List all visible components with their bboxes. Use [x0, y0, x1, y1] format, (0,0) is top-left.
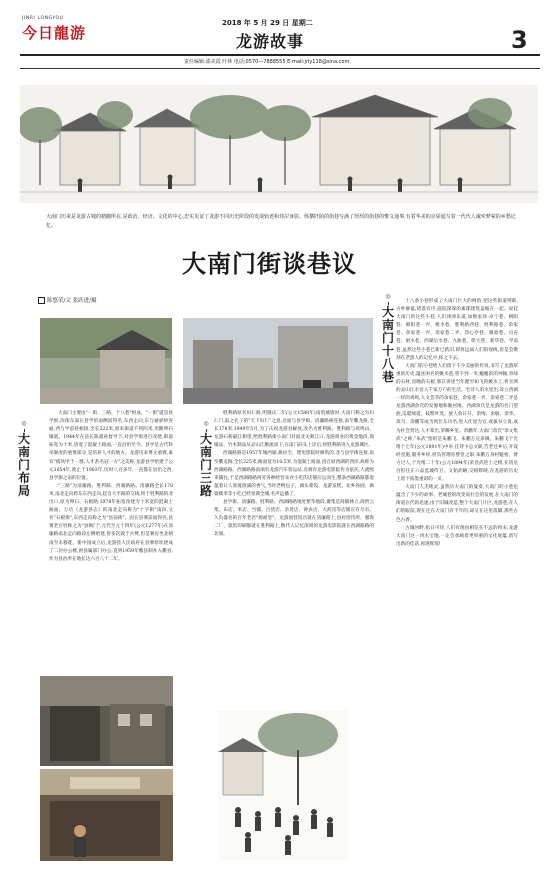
body-paragraph: 大南门的小巷给人们留下不少美丽的传说,书写了龙游厚重的历史,蕴连闲名的姚水巷,曾不到一米,蜒蜒的的钟输,青绿的石材,显晚的石板,那在讲述当年健步如飞的姚水工,将甘洌的灵山江水送入千家万户的生活。宅诗人的水里出,耸立西湖一样的鸡鸣,人文荟萃的余家巷、余家巷一弄、余家巷二弄是龙游西湖余氏的发源地和聚居地。西湖余氏是龙游的名门望族,瓜瓞绵延、枝繁叶茂。族人余日升、余恂、余敏、余华、余习、余鹏等成为致仕东功名,进入仕途为官,或兼书立说,成为杜会贤达,人才辈出,荣耀乡里。余鹏年,大南门余氏"余文集武"之称,"朱武"指的是朱鹏飞、朱鹏万兄弟俩。朱鹏飞于光绪十七年(公元1891年)中举,任拜卞总文职,告老还乡后,开设经堂施,服务乡梓,担负管理育婴堂之职,朱鹏万身材魁梧、臂力过人,于光绪二十年(公元1894年)荣登武进士之榜,在清皇宫担任正六品监城侍卫。文韬武略,交相辉映,在龙游的历史上留下浓墨重彩的一页。: [396, 363, 518, 483]
byline-text: 陈悠荣/文 张跃进/摄: [47, 298, 97, 304]
section-title-char: 巷: [382, 370, 395, 384]
section-title-char: 八: [382, 357, 395, 371]
section-title-char: 门: [200, 458, 213, 472]
section-title-char: 布: [18, 471, 31, 485]
editor-credits: 责任编辑:邵美霞 叶林 电话:0570—7888555 E-mail:jrly118@sina.com: [184, 59, 350, 65]
photo-street-traffic: [183, 318, 373, 404]
issue-date: 2018 年 5 月 29 日 星期二: [222, 19, 313, 27]
body-paragraph: 县学街、清廉路、胜利路、西湖路路地处繁华地段,聚集是商铺林立,商贾云集。布店、米店、当铺、百货店、杂货店、钟表店、大药房等店铺应有尽有。久负盛名的百年老店"源福堂"、龙游国营饭店就在清廉路上,县府招待所、服饰二厂、旅馆印刷都就在胜利路上,数代人记忆深刻的龙游电影院就在西湖路路的北端。: [214, 500, 374, 538]
section-title-char: 大: [200, 432, 213, 446]
body-paragraph: 胜利路原名妇仁路,明隆庆二年(公元1588年)南筑城墙时,大南门称之为妇仁门,取之孔子的"天下妇仁"之意,北面与县学街、清廉路相连接,南至衢龙路,全长178米,1949年5月,为了庆祝龙游县解放,改名为胜利路。胜利路与鸡鸣山、龙游石桥隔江相望,给胜利路街小南门对面北关吸江口,龙游商业的黄金地段,商铺品、竹木制品从灵山江顺流而下,在南门码头上岸后,经胜利路进入龙游城区。: [214, 411, 374, 449]
section-marker-icon: ◎: [21, 420, 27, 427]
article-headline: 大南门街谈巷议: [182, 249, 357, 278]
body-paragraph: 西湖路路是1957年城西湖,修民宅、建电影院时修筑的,北与县学街连接,南至衢龙路,全长325米,路面宽为10.5米,为混凝土路面,因在原西湖的西岸,故称为西湖路路。西湖路路南端有龙游汽车客运站,北端有龙游电影院作为依托,人流熙来攘往,于是西湖路路两旁各种经营来食小吃的店铺应运而生,整条西湖路路都混氲着让人垂涎欲滴的香气,当时老鸭包子、湖头菜饭、龙游发糕、北乡汤圆、腐婆糯米等小吃已经誉满全城,名声远播了。: [214, 451, 374, 497]
column-layout-paragraphs: [37, 410, 173, 564]
section-marker-icon: ◎: [203, 420, 209, 427]
body-paragraph: 大南门主要由"一街、三路、十八巷"组成。"一街"就是县学街,滨街东部在县学的南侧而得名,东西走向,东与通驿桥连通,西与学前巷相接,全长222米,原来街道不到四米,用鹅卵石铺就。1944年在县长陈虞孙督导下,对县学街进行改建,街道拓宽为十米,洛宽了混凝土路面,一直沿用至今。县学是古代科举制度的重要部分,是培养人才的地方。龙游历来尊文重教,素有"儒风甲于一郡,人才甚名冠一方"之美称,龙游县学始建于公元1054年,废止于1903年,历时八百多年,一直都在县治之西,县学街之南的位置。: [49, 411, 173, 481]
byline-box-icon: [38, 297, 45, 304]
section-title-layout-text: [18, 433, 30, 498]
section-title-char: 大: [18, 432, 31, 446]
section-title-char: 大: [382, 305, 395, 319]
brand-pinyin: JINRI LONGYOU: [22, 16, 64, 21]
byline: [38, 296, 96, 304]
section-title-char: 局: [18, 484, 31, 498]
section-title: 龙游故事: [236, 32, 305, 51]
section-title-char: 十: [382, 344, 395, 358]
body-paragraph: 古城河畔,指日可待,人们有理由相信在不远的将来,龙游大南门这一风水宝地,一定会承载着更厚重的文化底蕴,谱写出新的佳话,再现辉煌!: [396, 525, 518, 547]
section-marker-icon: ◎: [385, 293, 391, 300]
column-alleys: [380, 298, 518, 864]
section-title-char: 门: [382, 331, 395, 345]
body-paragraph: "三路"为清廉路、胜利路、西湖路路。清廉路全长178米,南北走向跨东东西走向,起自大平路的交线,终于胜利路的北出口,原为卵石、石板路,1978年拓宽改建为十米宽的混凝土路面。万历《龙游县志》的南北走向称为"十字街"南段,又名"石板街",东西走向称之为"县前街"。因在县署前面得名,县署老百姓称之为"县衙门",元代至元十四年(公元1277年)在清廉路南北走向路段左侧始建,曾多次毁于兵燹,但是署房坐北朝南至未移徙。新中国成立后,龙游县人民政府在县署原址建成了二层办公楼,供县属部门办公,直到1959年搬县制并入衢县,作为县治所在地长达六百八十二年。: [49, 483, 173, 562]
column-layout: [37, 410, 173, 672]
brand-logo: 今日龍游: [22, 24, 87, 42]
banner-illustration: [20, 85, 538, 203]
section-title-char: 南: [382, 318, 395, 332]
header-rule-thin: [20, 68, 540, 69]
section-title-layout: [18, 420, 30, 498]
body-paragraph: 十八条小巷形成了大南门巨大的网络,把这些街道则联,古朴静谧,错落有序,庭院深深的素郁建筑盖缩在一起。说起大南门的这些小巷,人们津津乐道,如数家珍:卓宁巷、朝阳巷、朝阳巷一弄、桃水巷、胜利路西巷、胜利路巷、余家巷、余家巷一弄、余家巷二弄、印心亭巷、微政巷、司充巷、洞水巷、西湖后水巷、九曲巷、柴大巷、新华巷、学前巷,虽然这些小巷已新已新旧,即将远离人们的视线,但是会镌刻在老游人的记忆中,挥之不去。: [396, 299, 518, 361]
section-title-char: 南: [200, 445, 213, 459]
column-lanes-paragraphs: [200, 410, 374, 540]
photo-old-alley: [40, 676, 173, 766]
illustration-street-gathering: [218, 710, 348, 860]
section-title-char: 路: [200, 484, 213, 498]
page-number: 3: [511, 26, 528, 54]
section-title-char: 南: [18, 445, 31, 459]
column-lanes: [200, 410, 374, 702]
banner-caption: 大南门历来是龙游古城的精髓所在,是政治、经济、文化的中心,忠实见证了龙游不同历史阶段的发展轨迹和伟岸身影。纵横阡陌的街巷写满了厚厚的街巷的惟文通事,有着华美的京屋通写着一代代人魂牵梦萦的乡愁记忆。: [46, 214, 516, 229]
column-alleys-paragraphs: [380, 298, 518, 549]
body-paragraph: 大南门人杰地灵,虽然历大南门的曼奏,大南门的小巷也蕴含了不少的故事。老城巷的改变而社会的发展,在大南门的街道在代的迅速,由于旧城改造,整个大南门片区,龙游巷,在人们的眼前,现在还在大南门有千年的,却又在这里落脚,那些古色古香。: [396, 485, 518, 523]
photo-street-houses: [40, 318, 172, 404]
photo-old-shop: [40, 769, 173, 861]
section-title-char: 三: [200, 471, 213, 485]
header-rule: [20, 54, 540, 56]
section-title-char: 门: [18, 458, 31, 472]
